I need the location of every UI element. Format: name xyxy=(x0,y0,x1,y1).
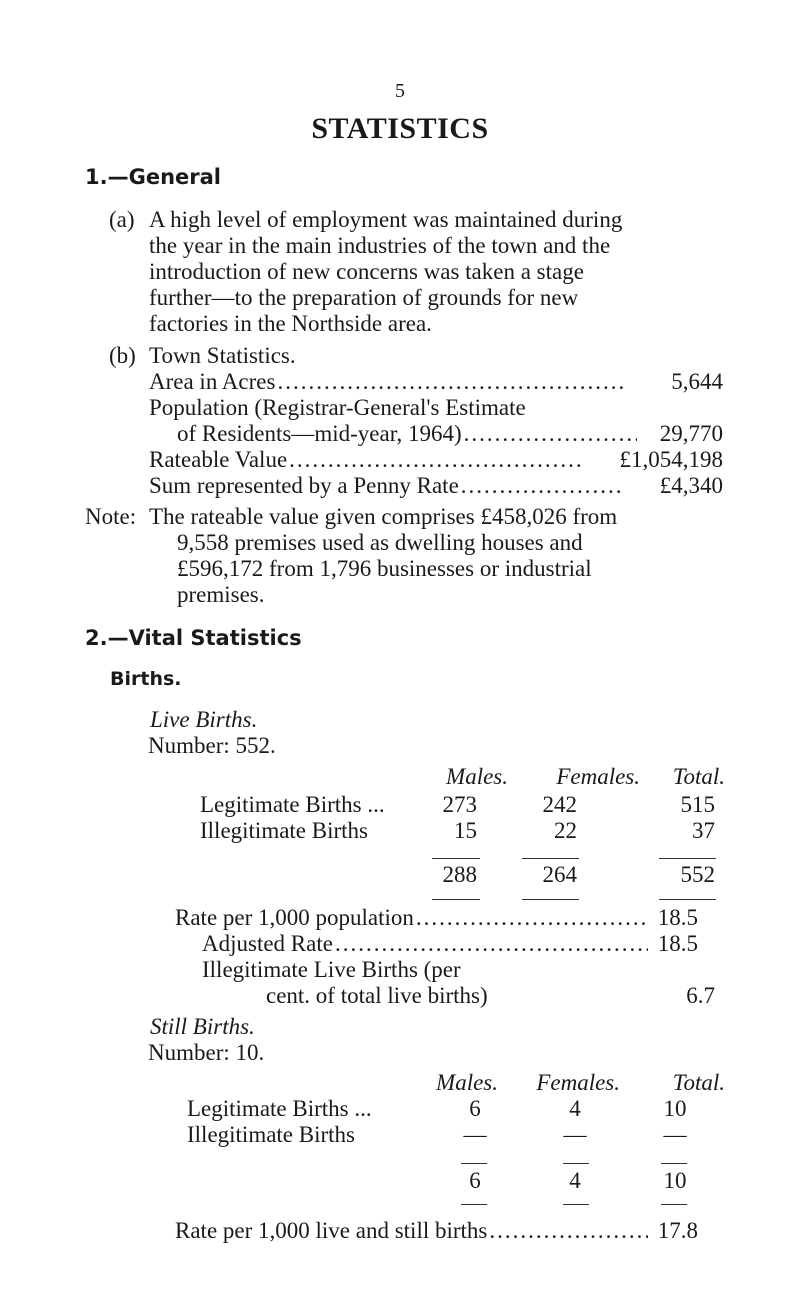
live-births-title: Live Births. xyxy=(150,707,258,732)
live-births-number: Number: 552. xyxy=(148,733,276,758)
live-row-legitimate-total: 515 xyxy=(680,792,715,817)
section-heading-vital-statistics: 2.—Vital Statistics xyxy=(85,626,302,650)
still-rate-per-1000 xyxy=(175,1218,698,1244)
still-col-header-total: Total. xyxy=(672,1070,725,1095)
stat-label: Area in Acres xyxy=(149,369,276,394)
live-row-legitimate-males: 273 xyxy=(442,792,477,817)
illegitimate-rate-value: 6.7 xyxy=(686,983,715,1008)
rule xyxy=(659,858,716,859)
live-total-total: 552 xyxy=(680,862,715,887)
still-col-header-females: Females. xyxy=(536,1070,620,1095)
stat-row-area xyxy=(149,369,723,395)
still-row-illegitimate-females: — xyxy=(563,1122,587,1147)
births-subheading: Births. xyxy=(110,668,182,690)
para-a-line-2: the year in the main industries of the town and the xyxy=(149,233,611,258)
live-row-illegitimate-males: 15 xyxy=(454,818,477,843)
live-row-illegitimate-label: Illegitimate Births xyxy=(200,818,368,843)
still-births-number: Number: 10. xyxy=(148,1040,265,1065)
rate-value: 17.8 xyxy=(657,1218,698,1243)
rule xyxy=(563,1204,589,1205)
col-header-total: Total. xyxy=(672,764,725,789)
live-rate-per-1000 xyxy=(175,905,698,931)
para-a-line-5: factories in the Northside area. xyxy=(149,311,432,336)
para-a-marker: (a) xyxy=(109,207,135,232)
still-total-males: 6 xyxy=(469,1168,481,1193)
section-heading-general: 1.—General xyxy=(85,165,221,189)
note-line-1: The rateable value given comprises £458,026 from xyxy=(149,504,618,529)
rule xyxy=(659,899,716,900)
para-a-line-1: A high level of employment was maintained during xyxy=(149,207,623,232)
rate-value: 18.5 xyxy=(657,905,698,930)
stat-row-rateable-value xyxy=(149,447,723,473)
rate-label: Rate per 1,000 live and still births xyxy=(175,1218,488,1243)
page-number: 5 xyxy=(395,80,405,102)
stat-label: Sum represented by a Penny Rate xyxy=(149,473,459,498)
still-row-legitimate-females: 4 xyxy=(569,1096,581,1121)
rule xyxy=(563,1163,589,1164)
note-line-4: premises. xyxy=(177,582,265,607)
rule xyxy=(661,1163,687,1164)
col-header-females: Females. xyxy=(556,764,640,789)
live-adjusted-rate xyxy=(202,931,698,957)
rule xyxy=(522,899,579,900)
live-row-legitimate-label: Legitimate Births ... xyxy=(200,792,385,817)
note-label: Note: xyxy=(85,504,137,529)
live-total-females: 264 xyxy=(542,862,577,887)
rule xyxy=(522,858,579,859)
para-a-line-3: introduction of new concerns was taken a stage xyxy=(149,259,584,284)
still-col-header-males: Males. xyxy=(436,1070,498,1095)
illegitimate-rate-label-line-2: cent. of total live births) xyxy=(266,983,488,1008)
live-row-illegitimate-total: 37 xyxy=(692,818,715,843)
col-header-males: Males. xyxy=(446,764,508,789)
rule xyxy=(461,1163,487,1164)
para-b-marker: (b) xyxy=(109,343,136,368)
still-row-legitimate-total: 10 xyxy=(663,1096,687,1121)
stat-value: £1,054,198 xyxy=(619,447,723,472)
stat-value: 29,770 xyxy=(659,421,723,446)
page-title: STATISTICS xyxy=(311,112,489,145)
illegitimate-rate-label-line-1: Illegitimate Live Births (per xyxy=(202,957,461,982)
live-total-males: 288 xyxy=(442,862,477,887)
stat-label: of Residents—mid-year, 1964) xyxy=(177,421,462,446)
still-births-title: Still Births. xyxy=(150,1014,255,1039)
note-line-2: 9,558 premises used as dwelling houses and xyxy=(177,530,583,555)
rule xyxy=(432,858,480,859)
stat-row-population xyxy=(177,421,723,447)
rule xyxy=(661,1204,687,1205)
para-a-line-4: further—to the preparation of grounds for new xyxy=(149,285,579,310)
live-row-illegitimate-females: 22 xyxy=(554,818,577,843)
stat-label: Rateable Value xyxy=(149,447,288,472)
still-total-females: 4 xyxy=(569,1168,581,1193)
still-total-total: 10 xyxy=(663,1168,687,1193)
still-row-illegitimate-label: Illegitimate Births xyxy=(187,1122,355,1147)
town-statistics-heading: Town Statistics. xyxy=(149,343,296,368)
still-row-illegitimate-total: — xyxy=(663,1122,687,1147)
stat-row-population-label: Population (Registrar-General's Estimate xyxy=(149,395,526,420)
stat-value: 5,644 xyxy=(671,369,723,394)
rate-label: Adjusted Rate xyxy=(202,931,333,956)
stat-row-penny-rate xyxy=(149,473,723,499)
rate-label: Rate per 1,000 population xyxy=(175,905,414,930)
still-row-legitimate-label: Legitimate Births ... xyxy=(187,1096,372,1121)
stat-value: £4,340 xyxy=(659,473,723,498)
still-row-legitimate-males: 6 xyxy=(469,1096,481,1121)
note-line-3: £596,172 from 1,796 businesses or industrial xyxy=(177,556,592,581)
rate-value: 18.5 xyxy=(657,931,698,956)
rule xyxy=(461,1204,487,1205)
rule xyxy=(432,899,480,900)
live-row-legitimate-females: 242 xyxy=(542,792,577,817)
still-row-illegitimate-males: — xyxy=(463,1122,487,1147)
